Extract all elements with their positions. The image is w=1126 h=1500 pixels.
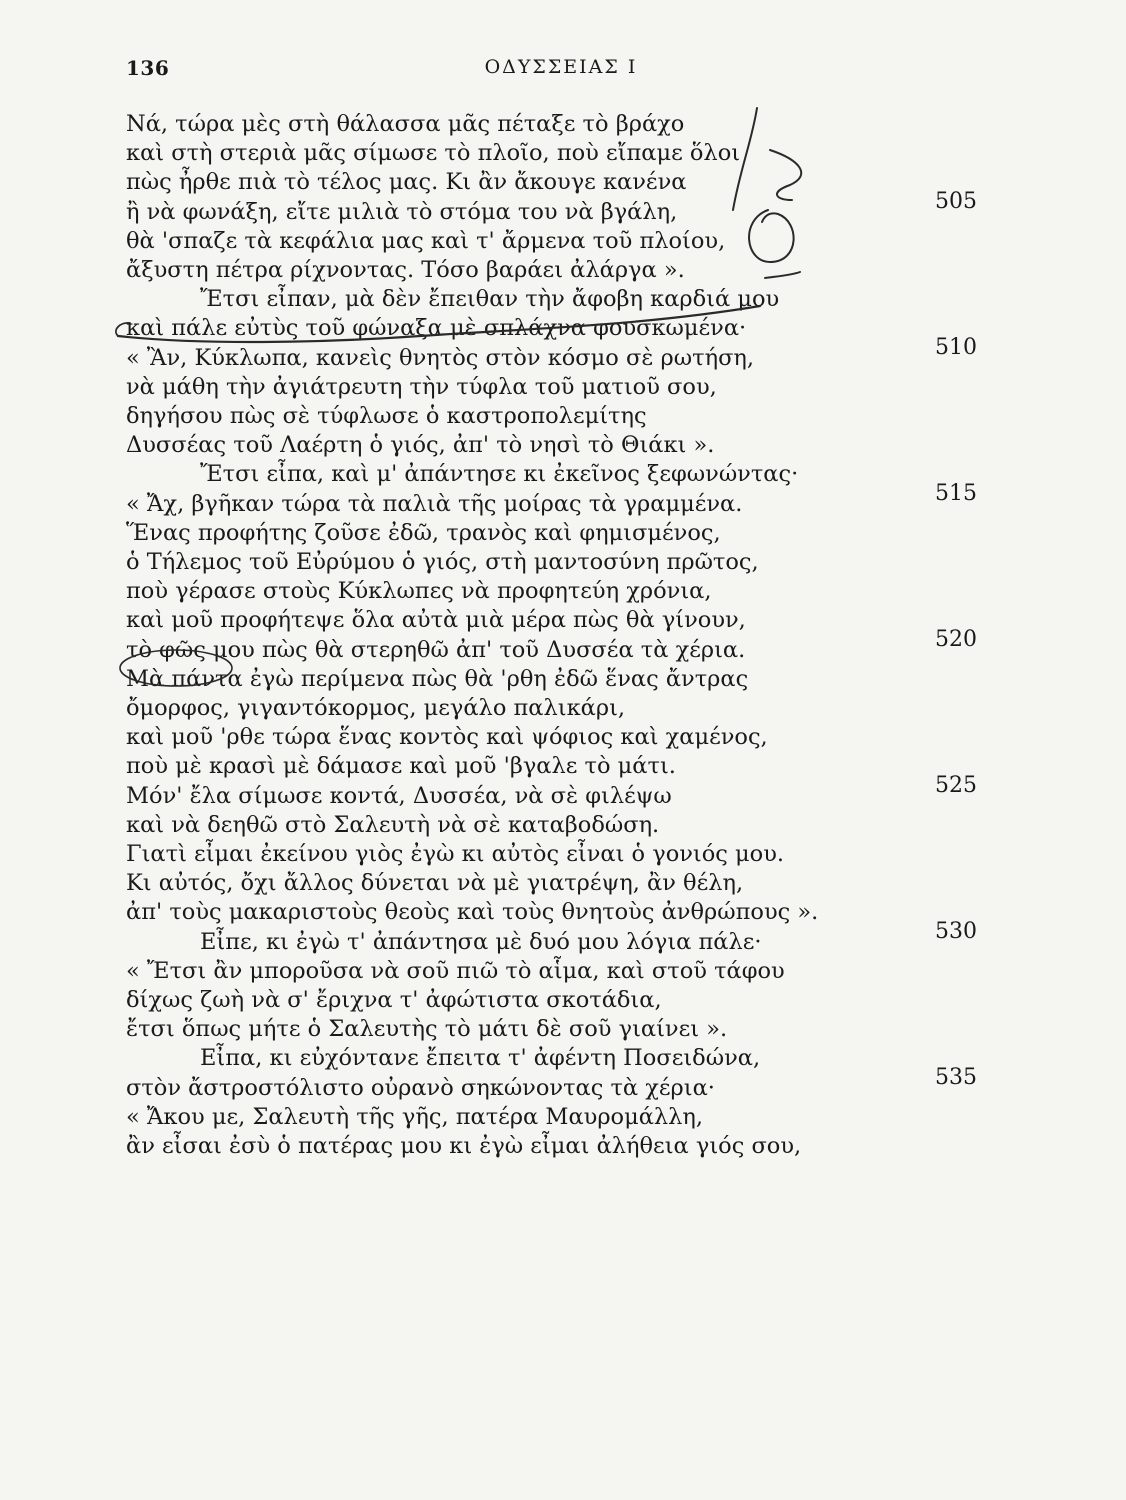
line-number: 525: [935, 772, 977, 798]
verse-line: Νά, τώρα μὲς στὴ θάλασσα μᾶς πέταξε τὸ βράχο: [126, 111, 685, 137]
verse-line: Δυσσέας τοῦ Λαέρτη ὁ γιός, ἀπ' τὸ νησὶ τὸ Θιάκι ».: [126, 432, 715, 459]
verse-line: Ἔτσι εἶπα, καὶ μ' ἀπάντησε κι ἐκεῖνος ξεφωνώντας·: [200, 461, 799, 488]
page-number: 136: [126, 56, 170, 80]
verse-line: καὶ στὴ στεριὰ μᾶς σίμωσε τὸ πλοῖο, ποὺ εἴπαμε ὅλοι: [126, 140, 741, 167]
verse-line: « Ἄχ, βγῆκαν τώρα τὰ παλιὰ τῆς μοίρας τὰ γραμμένα.: [126, 490, 743, 517]
verse-line: ποὺ γέρασε στοὺς Κύκλωπες νὰ προφητεύη χρόνια,: [126, 578, 712, 605]
verse-line: ἢ νὰ φωνάξη, εἴτε μιλιὰ τὸ στόμα του νὰ βγάλη,: [126, 198, 678, 225]
line-number: 520: [935, 626, 977, 652]
verse-line: τὸ φῶς μου πὼς θὰ στερηθῶ ἀπ' τοῦ Δυσσέα τὰ χέρια.: [126, 636, 746, 663]
verse-line: θὰ 'σπαζε τὰ κεφάλια μας καὶ τ' ἄρμενα τοῦ πλοίου,: [126, 227, 726, 254]
line-number: 530: [935, 918, 977, 944]
verse-line: Κι αὐτός, ὄχι ἄλλος δύνεται νὰ μὲ γιατρέψη, ἂν θέλη,: [126, 870, 744, 897]
verse-line: Εἶπα, κι εὐχόντανε ἔπειτα τ' ἀφέντη Ποσειδώνα,: [200, 1045, 761, 1072]
verse-line: νὰ μάθη τὴν ἀγιάτρευτη τὴν τύφλα τοῦ ματιοῦ σου,: [126, 373, 717, 400]
verse-line: καὶ πάλε εὐτὺς τοῦ φώναξα μὲ σπλάχνα φουσκωμένα·: [126, 315, 747, 342]
verse-line: ὁ Τήλεμος τοῦ Εὐρύμου ὁ γιός, στὴ μαντοσύνη πρῶτος,: [126, 549, 759, 575]
page-header: [126, 56, 996, 86]
verse-line: καὶ μοῦ προφήτεψε ὅλα αὐτὰ μιὰ μέρα πὼς θὰ γίνουν,: [126, 607, 746, 634]
verse-line: ἄξυστη πέτρα ρίχνοντας. Τόσο βαράει ἀλάργα ».: [126, 257, 685, 283]
verse-line: δίχως ζωὴ νὰ σ' ἔριχνα τ' ἀφώτιστα σκοτάδια,: [126, 987, 662, 1013]
verse-line: ἀπ' τοὺς μακαριστοὺς θεοὺς καὶ τοὺς θνητοὺς ἀνθρώπους ».: [126, 899, 819, 926]
verse-line: « Ἂν, Κύκλωπα, κανεὶς θνητὸς στὸν κόσμο σὲ ρωτήση,: [126, 344, 755, 371]
verse-line: καὶ νὰ δεηθῶ στὸ Σαλευτὴ νὰ σὲ καταβοδώση.: [126, 811, 660, 838]
verse-line: ἔτσι ὅπως μήτε ὁ Σαλευτὴς τὸ μάτι δὲ σοῦ γιαίνει ».: [126, 1016, 728, 1043]
margin-stroke: [765, 272, 800, 278]
verse-line: ποὺ μὲ κρασὶ μὲ δάμασε καὶ μοῦ 'βγαλε τὸ μάτι.: [126, 753, 676, 780]
verse-line: Μὰ πάντα ἐγὼ περίμενα πὼς θὰ 'ρθη ἐδῶ ἕνας ἄντρας: [126, 665, 749, 692]
line-number: 515: [935, 480, 977, 506]
verse-line: Ἕνας προφήτης ζοῦσε ἐδῶ, τρανὸς καὶ φημισμένος,: [126, 519, 721, 546]
verse-line: στὸν ἄστροστόλιστο οὐρανὸ σηκώνοντας τὰ χέρια·: [126, 1074, 715, 1101]
verse-line: καὶ μοῦ 'ρθε τώρα ἕνας κοντὸς καὶ ψόφιος καὶ χαμένος,: [126, 724, 768, 751]
line-number: 505: [935, 188, 977, 214]
verse-line: « Ἄκου με, Σαλευτὴ τῆς γῆς, πατέρα Μαυρομάλλη,: [126, 1103, 704, 1130]
margin-squiggle: [770, 150, 801, 200]
line-number: 535: [935, 1064, 977, 1090]
verse-line: ὄμορφος, γιγαντόκορμος, μεγάλο παλικάρι,: [126, 695, 626, 721]
verse-line: Εἶπε, κι ἐγὼ τ' ἀπάντησα μὲ δυό μου λόγια πάλε·: [200, 928, 762, 955]
verse-line: Γιατὶ εἶμαι ἐκείνου γιὸς ἐγὼ κι αὐτὸς εἶναι ὁ γονιός μου.: [126, 841, 785, 867]
verse-line: δηγήσου πὼς σὲ τύφλωσε ὁ καστροπολεμίτης: [126, 403, 647, 429]
margin-circle: [749, 210, 794, 262]
verse-line: πὼς ἦρθε πιὰ τὸ τέλος μας. Κι ἂν ἄκουγε κανένα: [126, 169, 687, 196]
verse-line: « Ἔτσι ἂν μποροῦσα νὰ σοῦ πιῶ τὸ αἷμα, καὶ στοῦ τάφου: [126, 957, 785, 984]
verse-line: Μόν' ἔλα σίμωσε κοντά, Δυσσέα, νὰ σὲ φιλέψω: [126, 782, 672, 809]
line-number: 510: [935, 334, 977, 360]
verse-line: ἂν εἶσαι ἐσὺ ὁ πατέρας μου κι ἐγὼ εἶμαι ἀλήθεια γιός σου,: [126, 1133, 802, 1159]
running-title: ΟΔΥΣΣΕΙΑΣ Ι: [484, 56, 638, 78]
verse-line: Ἔτσι εἶπαν, μὰ δὲν ἔπειθαν τὴν ἄφοβη καρδιά μου: [200, 286, 780, 313]
